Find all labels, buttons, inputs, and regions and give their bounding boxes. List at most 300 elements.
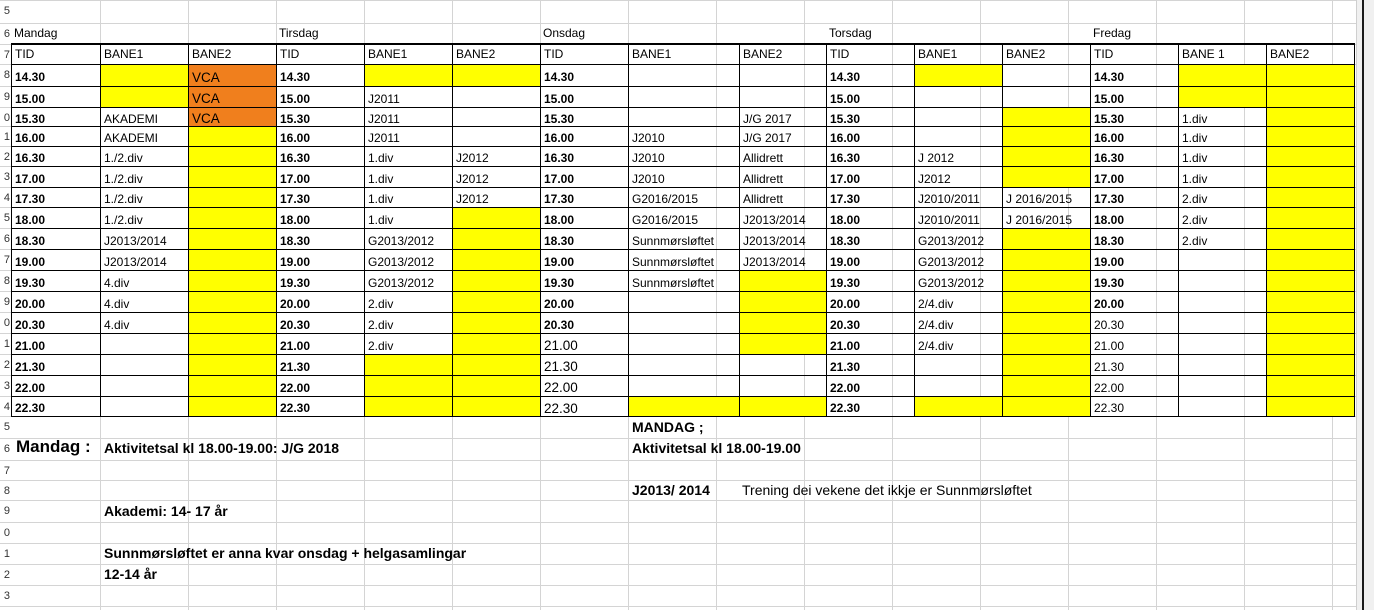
- schedule-cell[interactable]: [739, 333, 827, 355]
- row-number[interactable]: 1: [3, 548, 10, 560]
- schedule-cell[interactable]: [100, 64, 189, 87]
- schedule-cell[interactable]: [100, 333, 189, 355]
- schedule-cell[interactable]: 17.00: [1090, 166, 1179, 188]
- schedule-cell[interactable]: J2012: [452, 187, 541, 208]
- schedule-cell[interactable]: 1.div: [364, 146, 453, 167]
- schedule-cell[interactable]: J2012: [914, 166, 1003, 188]
- schedule-cell[interactable]: [452, 354, 541, 376]
- schedule-cell[interactable]: 1.div: [1178, 126, 1267, 147]
- schedule-cell[interactable]: 18.30: [826, 228, 915, 250]
- schedule-cell[interactable]: [628, 396, 740, 417]
- schedule-cell[interactable]: 2.div: [364, 291, 453, 313]
- schedule-cell[interactable]: 19.30: [1090, 270, 1179, 292]
- schedule-cell[interactable]: 16.00: [826, 126, 915, 147]
- schedule-cell[interactable]: 15.00: [826, 86, 915, 108]
- schedule-cell[interactable]: [628, 333, 740, 355]
- row-number[interactable]: 9: [3, 505, 10, 517]
- schedule-cell[interactable]: G2013/2012: [914, 249, 1003, 271]
- schedule-cell[interactable]: J2012: [452, 166, 541, 188]
- schedule-cell[interactable]: 21.00: [1090, 333, 1179, 355]
- schedule-cell[interactable]: [1002, 354, 1091, 376]
- schedule-cell[interactable]: J2010/2011: [914, 207, 1003, 229]
- schedule-cell[interactable]: Sunnmørsløftet: [628, 270, 740, 292]
- column-header[interactable]: TID: [540, 44, 629, 65]
- schedule-cell[interactable]: G2013/2012: [914, 228, 1003, 250]
- schedule-cell[interactable]: 20.00: [276, 291, 365, 313]
- schedule-cell[interactable]: [914, 375, 1003, 397]
- column-header[interactable]: BANE2: [188, 44, 277, 65]
- schedule-cell[interactable]: [1178, 396, 1267, 417]
- schedule-cell[interactable]: 18.00: [11, 207, 101, 229]
- schedule-cell[interactable]: J2013/2014: [100, 249, 189, 271]
- schedule-cell[interactable]: 2.div: [364, 333, 453, 355]
- row-number[interactable]: 4: [3, 192, 10, 204]
- schedule-cell[interactable]: G2013/2012: [364, 249, 453, 271]
- schedule-cell[interactable]: [364, 396, 453, 417]
- schedule-cell[interactable]: J2010: [628, 126, 740, 147]
- schedule-cell[interactable]: [452, 86, 541, 108]
- schedule-cell[interactable]: 15.30: [1090, 107, 1179, 127]
- schedule-cell[interactable]: [100, 354, 189, 376]
- schedule-cell[interactable]: [1266, 396, 1355, 417]
- schedule-cell[interactable]: [1002, 146, 1091, 167]
- column-header[interactable]: BANE1: [914, 44, 1003, 65]
- schedule-cell[interactable]: Allidrett: [739, 146, 827, 167]
- column-header[interactable]: BANE1: [628, 44, 740, 65]
- schedule-cell[interactable]: VCA: [188, 86, 277, 108]
- schedule-cell[interactable]: 1.div: [364, 166, 453, 188]
- row-number[interactable]: 5: [3, 421, 10, 433]
- schedule-cell[interactable]: [364, 354, 453, 376]
- row-number[interactable]: 7: [3, 254, 10, 266]
- column-header[interactable]: BANE2: [739, 44, 827, 65]
- schedule-cell[interactable]: [1266, 291, 1355, 313]
- schedule-cell[interactable]: [100, 86, 189, 108]
- schedule-cell[interactable]: 1.div: [1178, 166, 1267, 188]
- schedule-cell[interactable]: [100, 396, 189, 417]
- schedule-cell[interactable]: [1002, 270, 1091, 292]
- schedule-cell[interactable]: 17.00: [826, 166, 915, 188]
- schedule-cell[interactable]: J 2012: [914, 146, 1003, 167]
- schedule-cell[interactable]: [1178, 249, 1267, 271]
- schedule-cell[interactable]: [1178, 291, 1267, 313]
- schedule-cell[interactable]: [1178, 333, 1267, 355]
- schedule-cell[interactable]: [188, 249, 277, 271]
- schedule-cell[interactable]: [739, 375, 827, 397]
- schedule-cell[interactable]: 18.00: [276, 207, 365, 229]
- schedule-cell[interactable]: [188, 333, 277, 355]
- schedule-cell[interactable]: Allidrett: [739, 166, 827, 188]
- schedule-cell[interactable]: 22.30: [1090, 396, 1179, 417]
- schedule-cell[interactable]: [1178, 312, 1267, 334]
- schedule-cell[interactable]: 15.30: [11, 107, 101, 127]
- schedule-cell[interactable]: 2/4.div: [914, 312, 1003, 334]
- schedule-cell[interactable]: 4.div: [100, 291, 189, 313]
- schedule-cell[interactable]: 15.30: [826, 107, 915, 127]
- schedule-cell[interactable]: G2013/2012: [364, 228, 453, 250]
- row-number[interactable]: 1: [3, 338, 10, 350]
- schedule-cell[interactable]: 18.00: [1090, 207, 1179, 229]
- column-header[interactable]: BANE1: [100, 44, 189, 65]
- schedule-cell[interactable]: 16.30: [1090, 146, 1179, 167]
- row-number[interactable]: 7: [3, 49, 10, 61]
- schedule-cell[interactable]: 21.30: [11, 354, 101, 376]
- schedule-cell[interactable]: [1178, 64, 1267, 87]
- schedule-cell[interactable]: 21.00: [276, 333, 365, 355]
- schedule-cell[interactable]: G2013/2012: [364, 270, 453, 292]
- schedule-cell[interactable]: 21.30: [540, 354, 629, 376]
- schedule-cell[interactable]: [628, 375, 740, 397]
- schedule-cell[interactable]: 1./2.div: [100, 187, 189, 208]
- schedule-cell[interactable]: [914, 86, 1003, 108]
- schedule-cell[interactable]: [739, 270, 827, 292]
- schedule-cell[interactable]: J2011: [364, 126, 453, 147]
- schedule-cell[interactable]: 21.30: [276, 354, 365, 376]
- schedule-cell[interactable]: [1178, 86, 1267, 108]
- schedule-cell[interactable]: 17.30: [826, 187, 915, 208]
- schedule-cell[interactable]: [1002, 64, 1091, 87]
- schedule-cell[interactable]: 16.30: [540, 146, 629, 167]
- schedule-cell[interactable]: VCA: [188, 107, 277, 127]
- column-header[interactable]: BANE2: [1002, 44, 1091, 65]
- schedule-cell[interactable]: [914, 107, 1003, 127]
- schedule-cell[interactable]: 17.30: [540, 187, 629, 208]
- schedule-cell[interactable]: G2013/2012: [914, 270, 1003, 292]
- column-header[interactable]: TID: [1090, 44, 1179, 65]
- schedule-cell[interactable]: 17.00: [11, 166, 101, 188]
- schedule-cell[interactable]: 2/4.div: [914, 291, 1003, 313]
- schedule-cell[interactable]: [188, 207, 277, 229]
- schedule-cell[interactable]: 19.00: [826, 249, 915, 271]
- row-number[interactable]: 3: [3, 380, 10, 392]
- schedule-cell[interactable]: [1266, 354, 1355, 376]
- row-number[interactable]: 8: [3, 485, 10, 497]
- schedule-cell[interactable]: 21.00: [826, 333, 915, 355]
- schedule-cell[interactable]: 22.30: [826, 396, 915, 417]
- schedule-cell[interactable]: 15.00: [276, 86, 365, 108]
- schedule-cell[interactable]: VCA: [188, 64, 277, 87]
- schedule-cell[interactable]: [188, 270, 277, 292]
- schedule-cell[interactable]: 17.30: [11, 187, 101, 208]
- schedule-cell[interactable]: [1002, 312, 1091, 334]
- schedule-cell[interactable]: 16.00: [11, 126, 101, 147]
- schedule-cell[interactable]: AKADEMI: [100, 126, 189, 147]
- schedule-cell[interactable]: 22.00: [1090, 375, 1179, 397]
- schedule-cell[interactable]: [1002, 86, 1091, 108]
- schedule-cell[interactable]: [364, 375, 453, 397]
- schedule-cell[interactable]: [739, 312, 827, 334]
- column-header[interactable]: BANE 1: [1178, 44, 1267, 65]
- vertical-scrollbar[interactable]: [1356, 0, 1374, 610]
- schedule-cell[interactable]: [739, 64, 827, 87]
- schedule-cell[interactable]: [364, 64, 453, 87]
- row-number[interactable]: 3: [3, 171, 10, 183]
- schedule-cell[interactable]: 22.30: [540, 396, 629, 417]
- schedule-cell[interactable]: [188, 396, 277, 417]
- schedule-cell[interactable]: [188, 312, 277, 334]
- schedule-cell[interactable]: 20.00: [1090, 291, 1179, 313]
- schedule-cell[interactable]: 14.30: [826, 64, 915, 87]
- schedule-cell[interactable]: [452, 249, 541, 271]
- schedule-cell[interactable]: [1266, 107, 1355, 127]
- schedule-cell[interactable]: [628, 312, 740, 334]
- schedule-cell[interactable]: [188, 291, 277, 313]
- schedule-cell[interactable]: J2013/2014: [100, 228, 189, 250]
- row-number[interactable]: 5: [3, 212, 10, 224]
- schedule-cell[interactable]: [452, 270, 541, 292]
- schedule-cell[interactable]: J2013/2014: [739, 228, 827, 250]
- schedule-cell[interactable]: J 2016/2015: [1002, 187, 1091, 208]
- schedule-cell[interactable]: [452, 312, 541, 334]
- schedule-cell[interactable]: 19.30: [11, 270, 101, 292]
- schedule-cell[interactable]: 22.00: [11, 375, 101, 397]
- schedule-cell[interactable]: 19.30: [540, 270, 629, 292]
- schedule-cell[interactable]: [1002, 333, 1091, 355]
- schedule-cell[interactable]: 1.div: [364, 207, 453, 229]
- schedule-cell[interactable]: 17.30: [1090, 187, 1179, 208]
- schedule-cell[interactable]: 14.30: [11, 64, 101, 87]
- schedule-cell[interactable]: 16.30: [276, 146, 365, 167]
- schedule-cell[interactable]: [188, 166, 277, 188]
- schedule-cell[interactable]: [1266, 270, 1355, 292]
- schedule-cell[interactable]: [1266, 249, 1355, 271]
- schedule-cell[interactable]: 20.00: [826, 291, 915, 313]
- schedule-cell[interactable]: [452, 228, 541, 250]
- schedule-cell[interactable]: [1002, 107, 1091, 127]
- schedule-cell[interactable]: Sunnmørsløftet: [628, 249, 740, 271]
- schedule-cell[interactable]: [1002, 249, 1091, 271]
- schedule-cell[interactable]: 19.00: [276, 249, 365, 271]
- schedule-cell[interactable]: [1266, 166, 1355, 188]
- schedule-cell[interactable]: 19.00: [540, 249, 629, 271]
- schedule-cell[interactable]: [452, 333, 541, 355]
- schedule-cell[interactable]: J2013/2014: [739, 207, 827, 229]
- schedule-cell[interactable]: [628, 64, 740, 87]
- column-header[interactable]: BANE2: [452, 44, 541, 65]
- schedule-cell[interactable]: [452, 107, 541, 127]
- schedule-cell[interactable]: 20.00: [11, 291, 101, 313]
- schedule-cell[interactable]: 17.00: [540, 166, 629, 188]
- schedule-cell[interactable]: [1266, 146, 1355, 167]
- schedule-cell[interactable]: [739, 396, 827, 417]
- schedule-cell[interactable]: 14.30: [276, 64, 365, 87]
- schedule-cell[interactable]: [188, 228, 277, 250]
- row-number[interactable]: 0: [3, 317, 10, 329]
- schedule-cell[interactable]: 15.00: [11, 86, 101, 108]
- schedule-cell[interactable]: [452, 207, 541, 229]
- schedule-cell[interactable]: 14.30: [1090, 64, 1179, 87]
- schedule-cell[interactable]: 22.00: [826, 375, 915, 397]
- schedule-cell[interactable]: [739, 291, 827, 313]
- schedule-cell[interactable]: [188, 126, 277, 147]
- schedule-cell[interactable]: 17.30: [276, 187, 365, 208]
- schedule-cell[interactable]: 20.30: [1090, 312, 1179, 334]
- schedule-cell[interactable]: [452, 291, 541, 313]
- row-number[interactable]: 9: [3, 91, 10, 103]
- schedule-cell[interactable]: 2/4.div: [914, 333, 1003, 355]
- schedule-cell[interactable]: 18.00: [826, 207, 915, 229]
- schedule-cell[interactable]: J/G 2017: [739, 126, 827, 147]
- schedule-cell[interactable]: 21.00: [540, 333, 629, 355]
- schedule-cell[interactable]: [1002, 396, 1091, 417]
- schedule-cell[interactable]: [1178, 270, 1267, 292]
- schedule-cell[interactable]: [628, 354, 740, 376]
- row-number[interactable]: 4: [3, 401, 10, 413]
- row-number[interactable]: 8: [3, 69, 10, 81]
- schedule-cell[interactable]: [1266, 333, 1355, 355]
- schedule-cell[interactable]: [914, 64, 1003, 87]
- schedule-cell[interactable]: 21.00: [11, 333, 101, 355]
- schedule-cell[interactable]: Sunnmørsløftet: [628, 228, 740, 250]
- schedule-cell[interactable]: [188, 187, 277, 208]
- schedule-cell[interactable]: 14.30: [540, 64, 629, 87]
- row-number[interactable]: 6: [3, 443, 10, 455]
- schedule-cell[interactable]: J2010: [628, 166, 740, 188]
- schedule-cell[interactable]: 21.30: [1090, 354, 1179, 376]
- schedule-cell[interactable]: J2011: [364, 86, 453, 108]
- schedule-cell[interactable]: 20.00: [540, 291, 629, 313]
- schedule-cell[interactable]: [1266, 86, 1355, 108]
- row-number[interactable]: 3: [3, 590, 10, 602]
- row-number[interactable]: 2: [3, 359, 10, 371]
- schedule-cell[interactable]: 2.div: [1178, 207, 1267, 229]
- row-number[interactable]: 6: [3, 28, 10, 40]
- schedule-cell[interactable]: Allidrett: [739, 187, 827, 208]
- schedule-cell[interactable]: 1./2.div: [100, 146, 189, 167]
- schedule-cell[interactable]: 4.div: [100, 312, 189, 334]
- schedule-cell[interactable]: [1266, 187, 1355, 208]
- schedule-cell[interactable]: 18.30: [540, 228, 629, 250]
- schedule-cell[interactable]: 1.div: [1178, 146, 1267, 167]
- schedule-cell[interactable]: [628, 291, 740, 313]
- schedule-cell[interactable]: [1002, 228, 1091, 250]
- schedule-cell[interactable]: [628, 86, 740, 108]
- column-header[interactable]: BANE1: [364, 44, 453, 65]
- schedule-cell[interactable]: [1266, 64, 1355, 87]
- schedule-cell[interactable]: [1266, 375, 1355, 397]
- schedule-cell[interactable]: 16.30: [11, 146, 101, 167]
- column-header[interactable]: BANE2: [1266, 44, 1355, 65]
- schedule-cell[interactable]: [1002, 375, 1091, 397]
- column-header[interactable]: TID: [276, 44, 365, 65]
- column-header[interactable]: TID: [11, 44, 101, 65]
- schedule-cell[interactable]: [188, 146, 277, 167]
- row-number[interactable]: 0: [3, 112, 10, 124]
- schedule-cell[interactable]: [452, 396, 541, 417]
- schedule-cell[interactable]: J2012: [452, 146, 541, 167]
- schedule-cell[interactable]: 16.30: [826, 146, 915, 167]
- schedule-cell[interactable]: [1002, 291, 1091, 313]
- schedule-cell[interactable]: 20.30: [276, 312, 365, 334]
- schedule-cell[interactable]: G2016/2015: [628, 187, 740, 208]
- schedule-cell[interactable]: 15.00: [540, 86, 629, 108]
- schedule-cell[interactable]: 1./2.div: [100, 207, 189, 229]
- row-number[interactable]: 0: [3, 527, 10, 539]
- schedule-cell[interactable]: [188, 354, 277, 376]
- schedule-cell[interactable]: [452, 375, 541, 397]
- row-number[interactable]: 8: [3, 275, 10, 287]
- schedule-cell[interactable]: 18.30: [11, 228, 101, 250]
- schedule-cell[interactable]: J2010: [628, 146, 740, 167]
- schedule-cell[interactable]: 20.30: [11, 312, 101, 334]
- schedule-cell[interactable]: J/G 2017: [739, 107, 827, 127]
- schedule-cell[interactable]: 22.00: [540, 375, 629, 397]
- schedule-cell[interactable]: [739, 86, 827, 108]
- row-number[interactable]: 6: [3, 233, 10, 245]
- schedule-cell[interactable]: 17.00: [276, 166, 365, 188]
- schedule-cell[interactable]: 1.div: [1178, 107, 1267, 127]
- row-number[interactable]: 1: [3, 131, 10, 143]
- schedule-cell[interactable]: 2.div: [1178, 228, 1267, 250]
- row-number[interactable]: 7: [3, 465, 10, 477]
- schedule-cell[interactable]: AKADEMI: [100, 107, 189, 127]
- schedule-cell[interactable]: [628, 107, 740, 127]
- schedule-cell[interactable]: 18.00: [540, 207, 629, 229]
- row-number[interactable]: 9: [3, 296, 10, 308]
- schedule-cell[interactable]: 2.div: [364, 312, 453, 334]
- schedule-cell[interactable]: 16.00: [276, 126, 365, 147]
- schedule-cell[interactable]: 19.30: [826, 270, 915, 292]
- schedule-cell[interactable]: 19.00: [1090, 249, 1179, 271]
- schedule-cell[interactable]: 18.30: [276, 228, 365, 250]
- schedule-cell[interactable]: G2016/2015: [628, 207, 740, 229]
- schedule-cell[interactable]: 20.30: [540, 312, 629, 334]
- schedule-cell[interactable]: 15.00: [1090, 86, 1179, 108]
- schedule-cell[interactable]: [100, 375, 189, 397]
- schedule-cell[interactable]: [1266, 228, 1355, 250]
- schedule-cell[interactable]: [452, 126, 541, 147]
- schedule-cell[interactable]: J2011: [364, 107, 453, 127]
- schedule-cell[interactable]: 4.div: [100, 270, 189, 292]
- schedule-cell[interactable]: 22.30: [276, 396, 365, 417]
- schedule-cell[interactable]: 19.30: [276, 270, 365, 292]
- schedule-cell[interactable]: 22.30: [11, 396, 101, 417]
- schedule-cell[interactable]: 15.30: [540, 107, 629, 127]
- schedule-cell[interactable]: [1178, 354, 1267, 376]
- schedule-cell[interactable]: 16.00: [1090, 126, 1179, 147]
- schedule-cell[interactable]: 16.00: [540, 126, 629, 147]
- schedule-cell[interactable]: [1002, 166, 1091, 188]
- schedule-cell[interactable]: J2013/2014: [739, 249, 827, 271]
- schedule-cell[interactable]: 22.00: [276, 375, 365, 397]
- schedule-cell[interactable]: [452, 64, 541, 87]
- row-number[interactable]: 2: [3, 151, 10, 163]
- schedule-cell[interactable]: [1266, 312, 1355, 334]
- schedule-cell[interactable]: J 2016/2015: [1002, 207, 1091, 229]
- column-header[interactable]: TID: [826, 44, 915, 65]
- schedule-cell[interactable]: [914, 396, 1003, 417]
- schedule-cell[interactable]: 2.div: [1178, 187, 1267, 208]
- schedule-cell[interactable]: [914, 126, 1003, 147]
- schedule-cell[interactable]: 1./2.div: [100, 166, 189, 188]
- schedule-cell[interactable]: J2010/2011: [914, 187, 1003, 208]
- schedule-cell[interactable]: [1266, 207, 1355, 229]
- schedule-cell[interactable]: [1266, 126, 1355, 147]
- schedule-cell[interactable]: [1002, 126, 1091, 147]
- schedule-cell[interactable]: [1178, 375, 1267, 397]
- schedule-cell[interactable]: 15.30: [276, 107, 365, 127]
- schedule-cell[interactable]: 20.30: [826, 312, 915, 334]
- schedule-cell[interactable]: [739, 354, 827, 376]
- row-number[interactable]: 2: [3, 569, 10, 581]
- schedule-cell[interactable]: 18.30: [1090, 228, 1179, 250]
- schedule-cell[interactable]: 19.00: [11, 249, 101, 271]
- schedule-cell[interactable]: 1.div: [364, 187, 453, 208]
- schedule-cell[interactable]: 21.30: [826, 354, 915, 376]
- schedule-cell[interactable]: [188, 375, 277, 397]
- schedule-cell[interactable]: [914, 354, 1003, 376]
- row-number[interactable]: 5: [3, 5, 10, 17]
